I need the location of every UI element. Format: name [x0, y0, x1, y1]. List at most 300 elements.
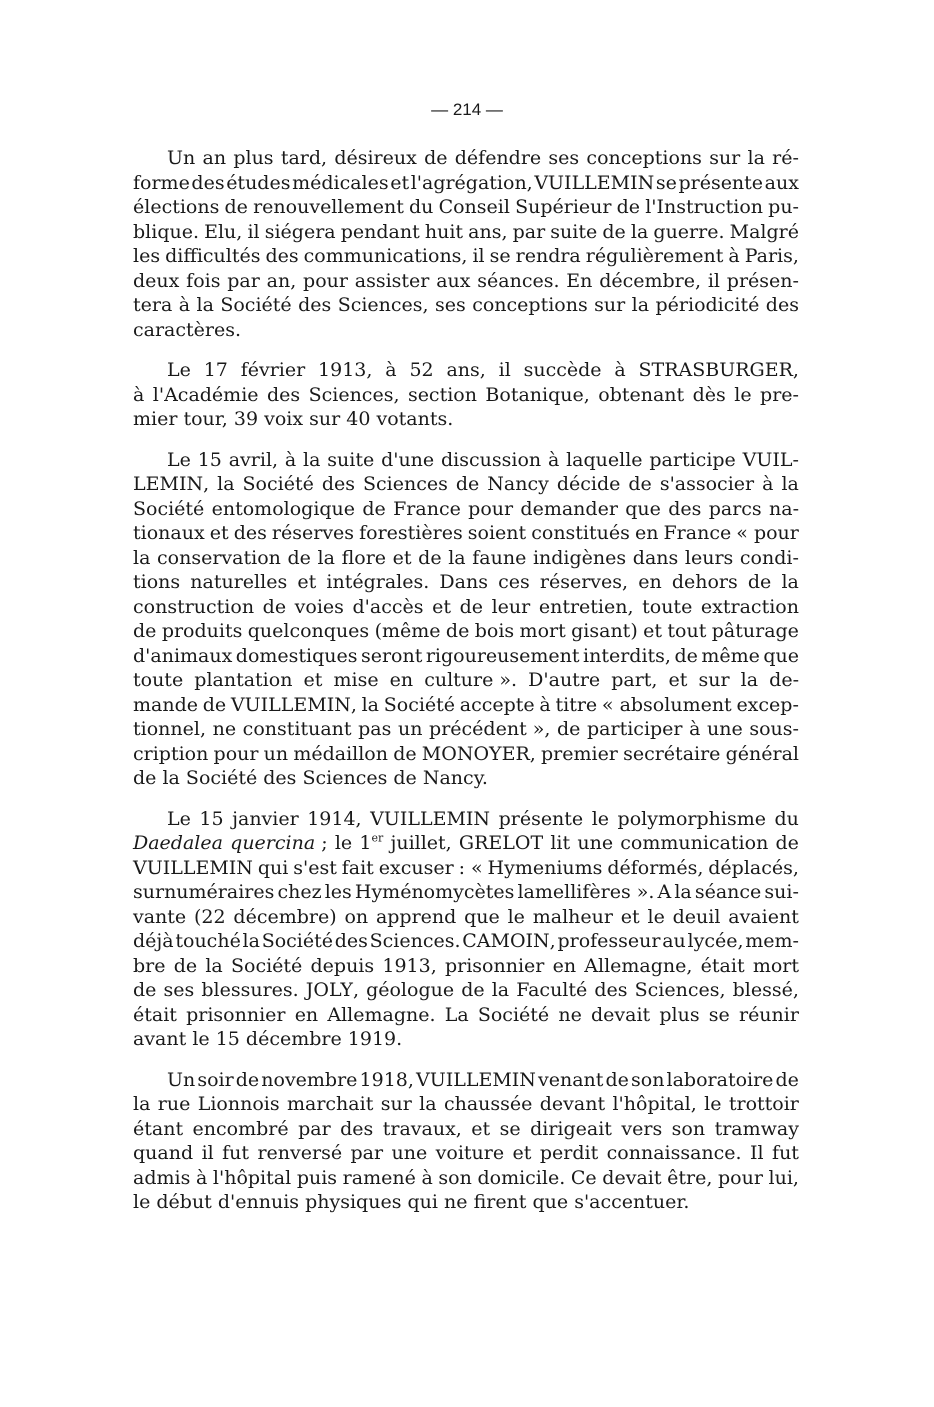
- word: que: [625, 497, 661, 520]
- word: rigoureusement: [425, 644, 580, 667]
- word: que: [532, 1191, 569, 1213]
- text-line: [133, 448, 799, 473]
- word: de: [393, 742, 417, 765]
- word: la: [317, 546, 335, 569]
- word: à: [762, 473, 774, 495]
- word: construction: [133, 595, 255, 618]
- word: la: [419, 1093, 437, 1115]
- word: surnuméraires: [133, 881, 275, 903]
- word: produits: [161, 620, 243, 642]
- word: se: [489, 245, 511, 267]
- word: de: [287, 546, 311, 569]
- word: 1914,: [307, 807, 362, 830]
- word: tionaux: [133, 522, 205, 544]
- text-line: [133, 856, 799, 881]
- word: ans,: [446, 359, 486, 381]
- word: flore: [341, 546, 387, 569]
- word: VUIL-: [742, 448, 799, 471]
- word: et: [392, 546, 412, 569]
- word: le: [507, 905, 525, 928]
- text-line: [133, 1027, 799, 1052]
- word: pour: [468, 497, 514, 520]
- word: pu-: [768, 196, 799, 218]
- word: le: [704, 1093, 722, 1115]
- text-line: [133, 905, 799, 930]
- word: 1919.: [347, 1028, 403, 1050]
- word: lamellifères ».: [517, 881, 655, 903]
- word: quercina ;: [230, 832, 328, 854]
- word: encombré: [192, 1117, 289, 1140]
- word: admis: [133, 1166, 191, 1189]
- word: réserves,: [539, 571, 629, 593]
- word: sur: [594, 294, 626, 316]
- word: même: [701, 644, 760, 667]
- word: l'Instruction: [645, 196, 763, 218]
- word: des: [594, 979, 628, 1001]
- word: une: [707, 718, 743, 740]
- word: accepte: [459, 693, 535, 716]
- word: condi-: [739, 546, 799, 569]
- word: sur: [380, 1093, 412, 1115]
- word: une: [391, 1142, 428, 1164]
- word: tionnel,: [133, 718, 206, 740]
- word: de: [455, 473, 480, 495]
- word: excep-: [736, 693, 799, 716]
- word: vante: [133, 905, 187, 928]
- word: des: [668, 497, 702, 520]
- word: bre: [133, 954, 166, 977]
- word: pour: [213, 742, 259, 765]
- word: dès: [692, 383, 726, 406]
- word: la: [205, 954, 223, 977]
- word: de: [202, 693, 227, 716]
- text-line: [133, 570, 799, 595]
- word: voix: [264, 408, 304, 430]
- word: VUILLEMIN: [133, 856, 253, 879]
- word: de: [424, 147, 448, 169]
- word: tera: [133, 294, 173, 316]
- word: titre: [555, 693, 598, 716]
- word: et: [432, 595, 451, 618]
- word: de: [775, 1068, 799, 1091]
- word: de: [605, 1068, 629, 1091]
- word: la: [674, 881, 692, 903]
- word: tour,: [183, 408, 228, 430]
- word: Il: [750, 1142, 764, 1164]
- word: l'Académie: [152, 383, 259, 406]
- word: de: [262, 595, 287, 618]
- word: de: [557, 718, 581, 740]
- word: le: [734, 383, 752, 406]
- word: s'associer: [659, 473, 755, 495]
- word: décide: [556, 473, 621, 495]
- word: il: [201, 1142, 214, 1164]
- word: de: [133, 979, 157, 1001]
- text-line: [133, 521, 799, 546]
- word: Société: [133, 497, 205, 520]
- word: son: [438, 1166, 472, 1189]
- word: laboratoire: [666, 1068, 774, 1091]
- word: excuser: [378, 856, 454, 879]
- text-line: [133, 1117, 799, 1142]
- word: à: [728, 245, 740, 267]
- word: obtenant: [598, 383, 685, 406]
- word: physiques: [305, 1191, 402, 1213]
- word: la: [242, 930, 260, 952]
- word: à: [178, 294, 191, 316]
- word: quelconques: [247, 620, 370, 642]
- word: Société: [242, 473, 314, 495]
- word: de: [459, 595, 484, 618]
- word: et: [643, 620, 663, 642]
- word: décembre,: [599, 269, 702, 292]
- word: fut: [222, 1142, 250, 1164]
- word: polymorphisme: [617, 807, 766, 830]
- word: intégrales.: [326, 571, 430, 593]
- text-line: [133, 220, 799, 245]
- word: l'hôpital,: [612, 1093, 697, 1115]
- word: des: [340, 1117, 374, 1140]
- word: de: [173, 954, 198, 977]
- word: perdit: [539, 1142, 599, 1164]
- word: trottoir: [728, 1093, 799, 1115]
- word: premier: [540, 742, 618, 765]
- text-line: [133, 546, 799, 571]
- word: lui,: [768, 1166, 799, 1189]
- word: devant: [539, 1093, 606, 1115]
- word: le: [133, 1191, 151, 1213]
- word: renversé: [257, 1142, 343, 1164]
- word: général: [725, 742, 799, 765]
- word: puis: [296, 1166, 338, 1189]
- word: assister: [354, 269, 430, 292]
- word: à: [284, 448, 297, 471]
- word: professeur: [557, 930, 661, 952]
- word: guerre.: [653, 220, 725, 243]
- word: A: [657, 881, 672, 903]
- text-line: [133, 766, 799, 791]
- word: élections: [133, 196, 220, 218]
- word: au: [662, 930, 686, 952]
- word: huit: [424, 220, 464, 243]
- word: que: [464, 905, 500, 928]
- word: plus: [659, 1003, 700, 1026]
- word: d'accès: [352, 595, 424, 618]
- text-line: [133, 472, 799, 497]
- text-line: [133, 1190, 799, 1215]
- word: Ce: [570, 1166, 597, 1189]
- text-line: [133, 293, 799, 318]
- word: réserves: [271, 522, 355, 544]
- word: leurs: [684, 546, 734, 569]
- word: soir: [197, 1068, 234, 1091]
- word: toute: [642, 595, 693, 618]
- word: de-: [769, 669, 799, 691]
- word: an: [202, 147, 227, 169]
- word: Paris,: [744, 245, 799, 267]
- word: de: [418, 546, 442, 569]
- word: apprend: [375, 905, 457, 928]
- word: février: [240, 359, 306, 381]
- word: Le: [167, 359, 191, 381]
- word: devait: [591, 1003, 651, 1026]
- word: STRASBURGER,: [638, 359, 799, 381]
- word: présen-: [726, 269, 799, 292]
- word: Nancy.: [422, 767, 488, 789]
- word: suite: [550, 220, 598, 243]
- word: et: [471, 1117, 491, 1140]
- word: lit: [550, 832, 571, 854]
- word: et: [209, 522, 229, 544]
- word: la: [747, 147, 765, 169]
- word: 40: [346, 408, 371, 430]
- word: domestiques: [235, 644, 358, 667]
- word: discussion: [441, 448, 542, 471]
- word: conservation: [157, 546, 281, 569]
- word: décembre: [245, 1028, 342, 1050]
- word: pâturage: [711, 620, 799, 642]
- word: 1918,: [359, 1068, 414, 1091]
- word: blessures.: [201, 979, 299, 1001]
- word: se: [708, 1003, 730, 1026]
- word: Sciences.: [369, 930, 461, 952]
- word: sur: [698, 669, 730, 691]
- word: régulièrement: [585, 245, 724, 267]
- word: bois: [474, 620, 515, 642]
- word: JOLY,: [305, 979, 359, 1001]
- word: et: [390, 171, 410, 194]
- word: France: [393, 497, 461, 520]
- word: la: [361, 693, 380, 716]
- word: déformés,: [607, 856, 704, 879]
- word: prisonnier: [444, 954, 545, 977]
- word: na-: [769, 497, 799, 520]
- word: du: [774, 807, 799, 830]
- word: en: [552, 954, 577, 977]
- word: fut: [772, 1142, 799, 1164]
- word: de: [775, 832, 799, 854]
- word: France: [663, 522, 732, 544]
- word: par: [512, 220, 546, 243]
- word: fois: [186, 269, 221, 292]
- word: connaissance.: [606, 1142, 742, 1164]
- word: constitués: [531, 522, 630, 544]
- word: la: [133, 546, 151, 569]
- word: firent: [473, 1191, 527, 1213]
- word: GRELOT: [458, 832, 544, 854]
- word: pour: [303, 269, 348, 292]
- word: les: [133, 245, 161, 267]
- word: la: [217, 473, 235, 495]
- word: décembre): [233, 905, 337, 928]
- text-line: [133, 742, 799, 767]
- word: tions: [133, 571, 181, 593]
- word: en: [634, 522, 659, 544]
- page-number: — 214 —: [431, 100, 503, 119]
- word: D'autre: [528, 669, 601, 691]
- word: la: [162, 767, 180, 789]
- word: Sciences: [363, 473, 448, 495]
- word: communication: [620, 832, 769, 854]
- word: en: [294, 1003, 319, 1026]
- word: mise: [333, 669, 379, 691]
- word: « pour: [736, 522, 799, 544]
- word: extraction: [700, 595, 799, 618]
- word: d'une: [381, 448, 435, 471]
- word: venant: [538, 1068, 604, 1091]
- word: à: [385, 359, 397, 381]
- word: le: [192, 1028, 210, 1050]
- word: d'animaux: [133, 644, 233, 667]
- word: Faculté: [516, 979, 588, 1001]
- word: Société: [261, 930, 333, 952]
- word: mort: [752, 954, 799, 977]
- word: dirigeait: [530, 1117, 612, 1140]
- word: 15: [215, 1028, 240, 1050]
- word: Sciences: [302, 767, 388, 789]
- word: se: [655, 171, 677, 194]
- word: difficultés: [165, 245, 261, 267]
- word: 1913,: [382, 954, 437, 977]
- word: du: [409, 196, 434, 218]
- word: que: [763, 644, 799, 667]
- word: ses: [435, 294, 466, 316]
- word: en: [389, 669, 414, 691]
- text-line: [133, 978, 799, 1003]
- word: qui: [257, 856, 289, 879]
- word: participe: [649, 448, 736, 471]
- word: fait: [341, 856, 374, 879]
- word: rue: [157, 1093, 191, 1115]
- word: sous-: [749, 718, 799, 740]
- word: la: [448, 546, 466, 569]
- word: études: [226, 171, 291, 194]
- text-line: [133, 929, 799, 954]
- text-line: [133, 195, 799, 220]
- word: La: [444, 1003, 469, 1026]
- word: Sciences,: [634, 979, 726, 1001]
- word: géologue: [366, 979, 455, 1001]
- word: Société: [383, 693, 456, 716]
- word: il: [472, 245, 485, 267]
- word: sui-: [764, 881, 799, 903]
- word: qui: [407, 1191, 438, 1213]
- word: séance: [694, 881, 762, 903]
- word: par: [350, 1142, 384, 1164]
- word: de: [747, 571, 772, 593]
- word: ses: [548, 147, 580, 169]
- word: parcs: [708, 497, 762, 520]
- word: se: [499, 1117, 521, 1140]
- text-line: [133, 1003, 799, 1028]
- word: des: [266, 383, 301, 406]
- word: En: [566, 269, 593, 292]
- word: deuil: [672, 905, 721, 928]
- word: indigènes: [532, 546, 627, 569]
- word: s'accentuer.: [574, 1191, 690, 1213]
- word: 1er: [359, 831, 384, 854]
- word: il: [247, 220, 260, 243]
- word: des: [298, 294, 332, 316]
- word: la: [630, 220, 649, 243]
- word: ne: [212, 718, 237, 740]
- word: suite: [327, 448, 375, 471]
- word: désireux: [334, 147, 417, 169]
- word: par: [298, 1117, 331, 1140]
- paragraph: [133, 146, 799, 342]
- word: d'ennuis: [217, 1191, 300, 1213]
- word: déplacés,: [708, 856, 799, 879]
- word: Sciences,: [337, 294, 429, 316]
- word: VUILLEMIN,: [230, 693, 357, 716]
- word: de: [393, 767, 417, 789]
- text-line: [133, 269, 799, 294]
- word: laquelle: [566, 448, 643, 471]
- word: (22: [194, 905, 226, 928]
- word: aux: [764, 171, 799, 194]
- word: VUILLEMIN: [534, 171, 655, 194]
- word: une: [577, 832, 614, 854]
- word: des: [233, 522, 267, 544]
- word: aux: [436, 269, 471, 292]
- text-line: [133, 383, 799, 408]
- word: la: [781, 571, 799, 593]
- word: touché: [175, 930, 241, 952]
- word: toute: [133, 669, 184, 691]
- word: la: [133, 1093, 151, 1115]
- word: ces: [498, 571, 530, 593]
- word: la: [631, 294, 650, 316]
- word: précédent »,: [429, 718, 551, 740]
- text-line: [133, 954, 799, 979]
- word: VUILLEMIN: [370, 807, 491, 830]
- text-line: [133, 693, 799, 718]
- word: Un: [167, 1068, 196, 1091]
- word: son: [671, 1117, 706, 1140]
- text-line: [133, 171, 799, 196]
- word: LEMIN,: [133, 473, 210, 495]
- word: son: [631, 1068, 665, 1091]
- word: deux: [133, 269, 180, 292]
- word: de: [133, 767, 157, 789]
- word: constituant: [242, 718, 352, 740]
- word: seront: [360, 644, 423, 667]
- word: travaux,: [382, 1117, 462, 1140]
- word: des: [265, 245, 299, 267]
- paragraph: [133, 448, 799, 791]
- word: caractères.: [133, 318, 242, 341]
- word: CAMOIN,: [462, 930, 556, 952]
- word: malheur: [532, 905, 613, 928]
- word: avril,: [228, 448, 279, 471]
- text-line: [133, 1092, 799, 1117]
- word: interdits,: [583, 644, 671, 667]
- word: Le: [167, 807, 191, 830]
- word: blessé,: [732, 979, 799, 1001]
- word: le: [647, 905, 665, 928]
- word: à: [689, 718, 701, 740]
- word: prisonnier: [186, 1003, 286, 1026]
- word: sur: [309, 408, 341, 430]
- word: à: [539, 693, 551, 716]
- word: 15: [199, 807, 224, 830]
- paragraph: [133, 1068, 799, 1215]
- word: en: [638, 571, 662, 593]
- text-line: [133, 318, 799, 343]
- word: médaillon: [293, 742, 388, 765]
- word: et: [303, 669, 323, 691]
- word: périodicité: [655, 294, 760, 316]
